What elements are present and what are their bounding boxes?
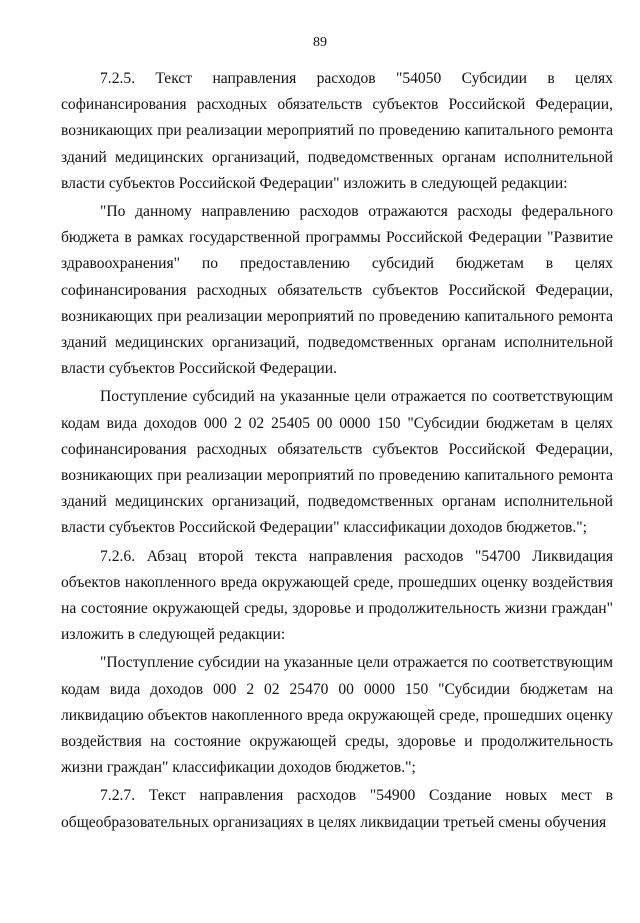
paragraph-7-2-6: 7.2.6. Абзац второй текста направления расходов "54700 Ликвидация объектов накопленного вреда окружающей среде, прошедших оценку воздействия на состояние окружающей среды, здоровье и продолжительность жизни граждан" изложить в следующей редакции:: [61, 547, 613, 644]
document-body: [61, 66, 613, 838]
page-number: 89: [313, 35, 327, 50]
paragraph-subsidies-receipt: Поступление субсидий на указанные цели отражается по соответствующим кодам вида доходов 000 2 02 25405 00 0000 150 "Субсидии бюджетам в целях софинансирования расходных обязательств субъектов Российской Федерации, возникающих при реализации мероприятий по проведению капитального ремонта зданий медицинских организаций, подведомственных органам исполнительной власти субъектов Российской Федерации" классификации доходов бюджетов.";: [61, 388, 613, 537]
paragraph-quote-directions: "По данному направлению расходов отражаются расходы федерального бюджета в рамках государственной программы Российской Федерации "Развитие здравоохранения" по предоставлению субсидий бюджетам в целях софинансирования расходных обязательств субъектов Российской Федерации, возникающих при реализации мероприятий по проведению капитального ремонта зданий медицинских организаций, подведомственных органам исполнительной власти субъектов Российской Федерации.: [61, 203, 613, 378]
paragraph-7-2-5: 7.2.5. Текст направления расходов "54050 Субсидии в целях софинансирования расходных обязательств субъектов Российской Федерации, возникающих при реализации мероприятий по проведению капитального ремонта зданий медицинских организаций, подведомственных органам исполнительной власти субъектов Российской Федерации" изложить в следующей редакции:: [61, 70, 613, 192]
paragraph-7-2-7: 7.2.7. Текст направления расходов "54900 Создание новых мест в общеобразовательных организациях в целях ликвидации третьей смены обучения: [61, 787, 613, 831]
paragraph-subsidy-receipt-quote: "Поступление субсидии на указанные цели отражается по соответствующим кодам вида доходов 000 2 02 25470 00 0000 150 "Субсидии бюджетам на ликвидацию объектов накопленного вреда окружающей среде, прошедших оценку воздействия на состояние окружающей среды, здоровье и продолжительность жизни граждан" классификации доходов бюджетов.";: [61, 654, 613, 777]
